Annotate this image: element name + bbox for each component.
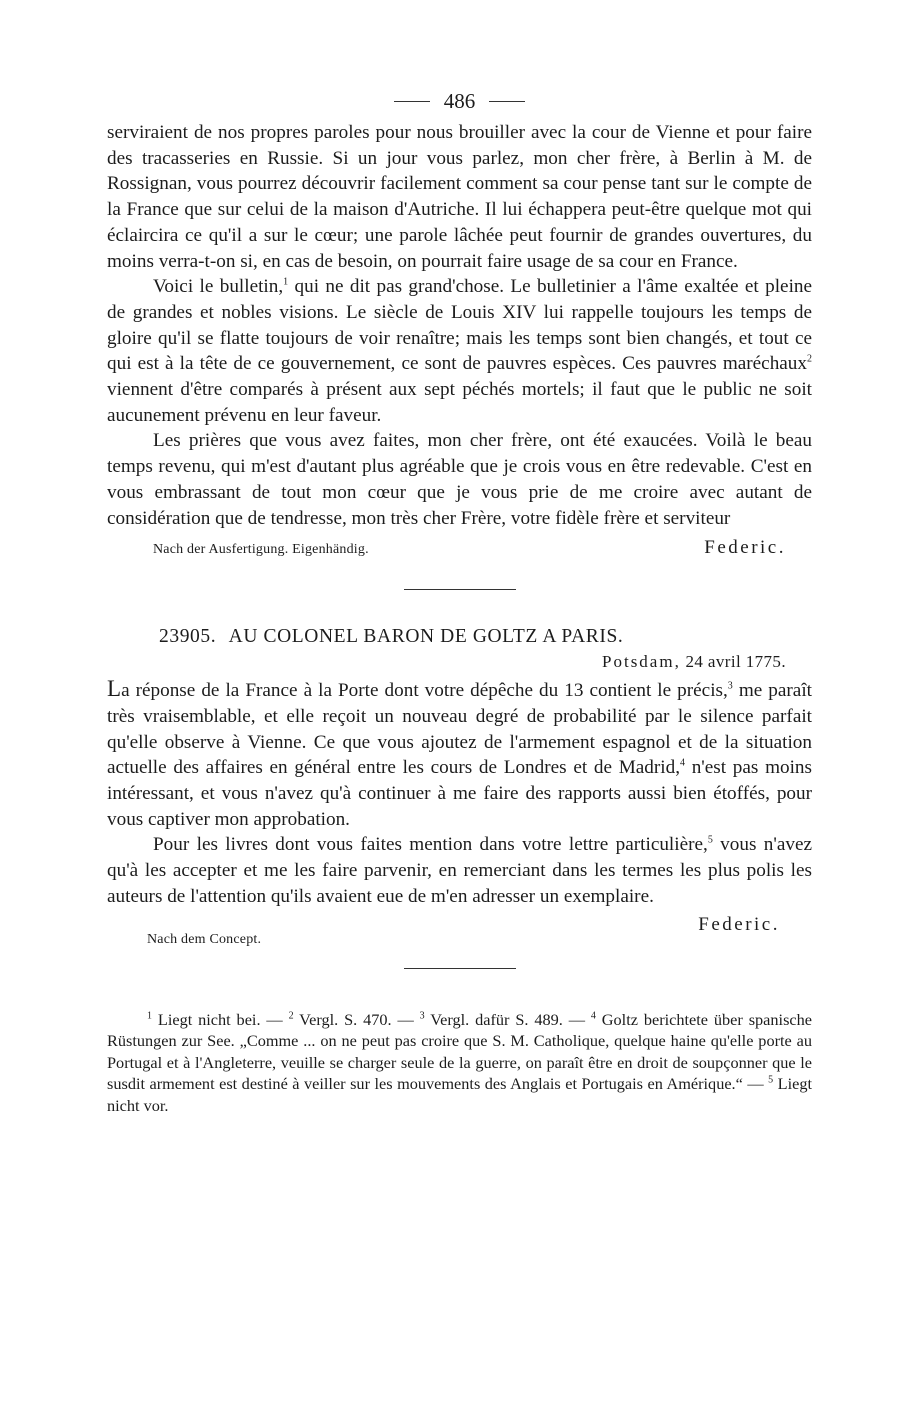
letter-dateline xyxy=(107,652,786,672)
footnote-1: Liegt nicht bei. — xyxy=(152,1009,289,1029)
letter2-paragraph-1 xyxy=(107,676,812,832)
footnote-4: Goltz berichtete über spanische Rüstungen zur See. „Comme ... on ne peut pas croire que S. M. Catholique, quelque haine qu'elle porte au Portugal et à l'Angleterre, veuille se charger seule de la guerre, on paraît être en droit de soupçonner que le susdit armement est destiné à veiller sur les mouvements des Anglais et Portugais en Amérique.“ — xyxy=(107,1009,813,1094)
footnotes xyxy=(107,1009,812,1117)
footnote-ref-4: 4 xyxy=(680,757,685,769)
letter2-p1-text-b: me paraît très vraisemblable, et elle reçoit un nouveau degré de probabilité par le silence parfait qu'elle observe à Vienne. Ce que vous ajoutez de l'armement espagnol et de la situation actuelle des affaires en général entre les cours de Londres et de Madrid, xyxy=(107,680,812,779)
footnote-ref-5: 5 xyxy=(707,835,713,847)
footnote-4-mark: 4 xyxy=(590,1010,596,1022)
letter2-p1-text-c: n'est pas moins intéressant, et vous n'avez qu'à continuer à me faire des rapports aussi bien étoffés, pour vous captiver mon approbation. xyxy=(107,757,812,830)
page-header xyxy=(107,86,812,116)
letter1-paragraph-2 xyxy=(107,274,812,428)
letter2-source-note: Nach dem Concept. xyxy=(147,931,262,947)
footnote-ref-1: 1 xyxy=(283,276,289,288)
footnote-1-mark: 1 xyxy=(147,1010,152,1022)
footnote-3: Vergl. dafür S. 489. — xyxy=(424,1009,591,1029)
letter1-p2-text-b: qui ne dit pas grand'chose. Le bulletinier a l'âme exaltée et pleine de grandes et nobles visions. Le siècle de Louis XIV lui rappelle toujours les temps de gloire qu'il se flatte toujours de voir renaître; mais les temps sont bien changés, et tout ce qui est à la tête de ce gouvernement, ce sont de pauvres espèces. Ces pauvres maréchaux xyxy=(107,276,813,375)
header-dash-right xyxy=(489,101,525,102)
letter2-p2-text-a: Pour les livres dont vous faites mention dans votre lettre particulière, xyxy=(153,834,708,856)
document-page xyxy=(107,86,812,1117)
letter2-signature: Federic. xyxy=(698,913,780,935)
letter-place: Potsdam, xyxy=(602,652,681,672)
letter1-source-note: Nach der Ausfertigung. Eigenhändig. xyxy=(153,542,369,558)
footnote-2-mark: 2 xyxy=(288,1010,294,1022)
letter-continuation xyxy=(107,120,812,559)
letter-heading xyxy=(159,626,812,648)
letter-number: 23905. xyxy=(159,626,217,648)
footnotes-text xyxy=(107,1009,812,1117)
section-divider xyxy=(404,589,516,590)
footnote-divider xyxy=(404,968,516,969)
footnote-5-mark: 5 xyxy=(768,1074,774,1086)
footnote-2: Vergl. S. 470. — xyxy=(293,1009,420,1029)
letter2-paragraph-2 xyxy=(107,832,812,909)
letter-23905 xyxy=(107,626,812,947)
footnote-ref-2: 2 xyxy=(807,353,812,365)
footnote-5: Liegt nicht vor. xyxy=(107,1074,812,1115)
footnote-3-mark: 3 xyxy=(419,1010,425,1022)
footnote-ref-3: 3 xyxy=(727,680,733,692)
letter-title: AU COLONEL BARON DE GOLTZ A PARIS. xyxy=(228,626,624,648)
letter1-signature-line xyxy=(153,537,786,559)
letter2-p2-text-b: vous n'avez qu'à les accepter et me les faire parvenir, en remerciant dans les termes les plus polis les auteurs de l'attention qu'ils avaient eue de m'en adresser un exemplaire. xyxy=(107,834,812,907)
page-number: 486 xyxy=(443,88,476,113)
letter-date: 24 avril 1775. xyxy=(685,652,786,672)
letter2-p1-text-a: a réponse de la France à la Porte dont votre dépêche du 13 contient le précis, xyxy=(121,680,728,702)
letter1-paragraph-3: Les prières que vous avez faites, mon cher frère, ont été exaucées. Voilà le beau temps revenu, qui m'est d'autant plus agréable que je crois vous en être redevable. C'est en vous embrassant de tout mon cœur que je vous prie de me croire avec autant de considération que de tendresse, mon très cher Frère, votre fidèle frère et serviteur xyxy=(107,430,812,529)
letter2-initial: L xyxy=(107,676,122,702)
letter1-p2-text-c: viennent d'être comparés à présent aux sept péchés mortels; il faut que le public ne soit aucunement prévenu en leur faveur. xyxy=(107,379,812,426)
header-dash-left xyxy=(394,101,430,102)
letter1-paragraph-1: serviraient de nos propres paroles pour nous brouiller avec la cour de Vienne et pour faire des tracasseries en Russie. Si un jour vous parlez, mon cher frère, à Berlin à M. de Rossignan, vous pourrez découvrir facilement comment sa cour pense tant sur le compte de la France que sur celui de la maison d'Autriche. Il lui échappera peut-être quelque mot qui éclaircira ce qu'il a sur le cœur; une parole lâchée peut fournir de grandes ouvertures, du moins verra-t-on si, en cas de besoin, on pourrait faire usage de sa cour en France. xyxy=(107,122,812,272)
letter1-signature: Federic. xyxy=(704,537,786,559)
letter1-p2-text-a: Voici le bulletin, xyxy=(153,276,284,298)
letter2-signature-line xyxy=(147,910,780,948)
